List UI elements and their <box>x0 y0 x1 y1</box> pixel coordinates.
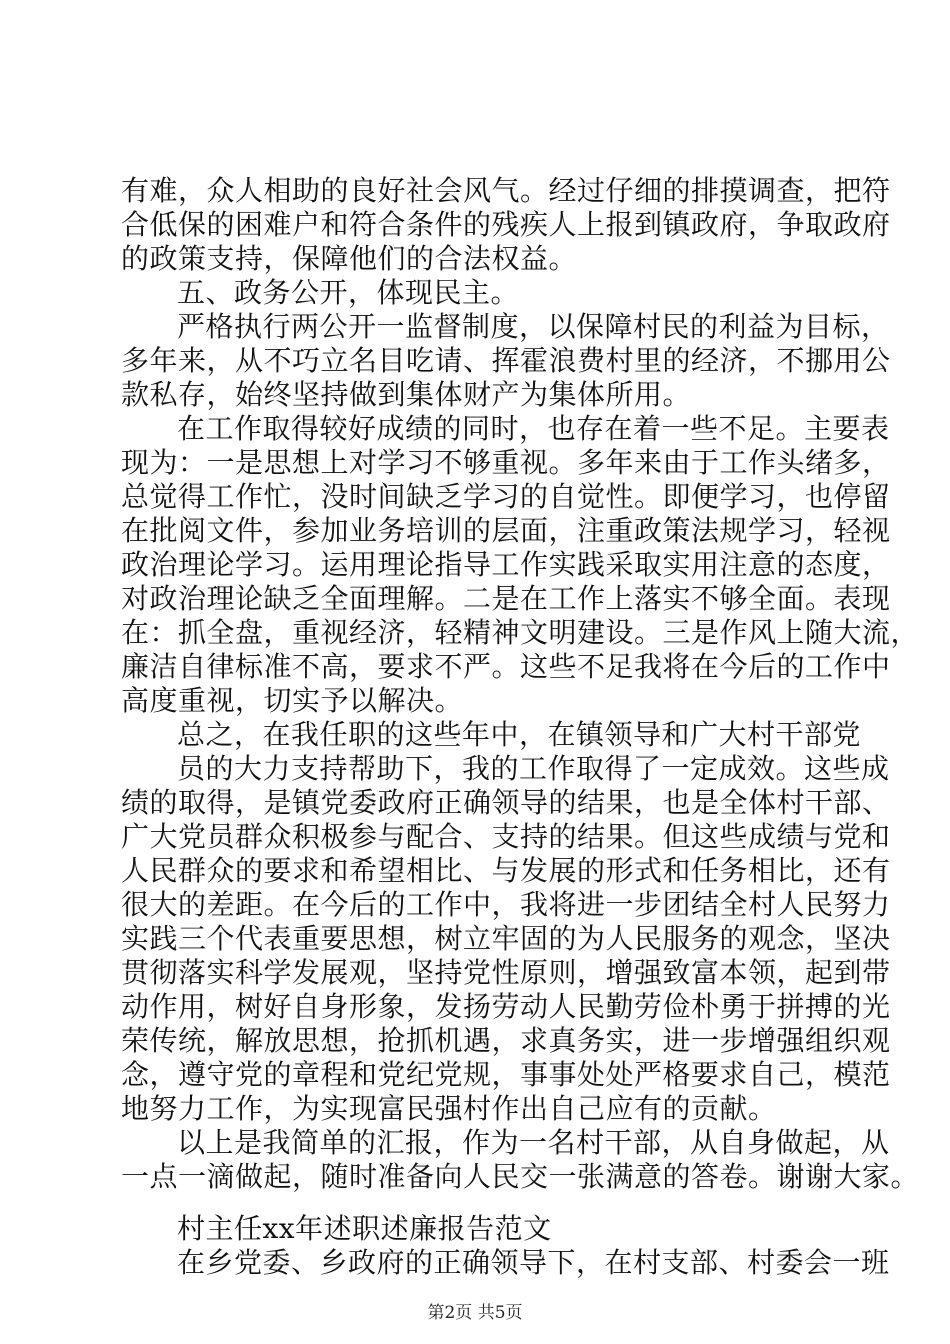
paragraph-line: 严格执行两公开一监督制度，以保障村民的利益为目标， <box>177 310 890 343</box>
paragraph-line: 在：抓全盘，重视经济，轻精神文明建设。三是作风上随大流， <box>121 616 920 649</box>
paragraph-line: 廉洁自律标准不高，要求不严。这些不足我将在今后的工作中 <box>121 650 891 683</box>
paragraph-line: 合低保的困难户和符合条件的残疾人上报到镇政府，争取政府 <box>121 208 891 241</box>
paragraph-line: 荣传统，解放思想，抢抓机遇，求真务实，进一步增强组织观 <box>121 1024 891 1057</box>
paragraph-line: 实践三个代表重要思想，树立牢固的为人民服务的观念，坚决 <box>121 922 891 955</box>
paragraph-line: 动作用，树好自身形象，发扬劳动人民勤劳俭朴勇于拼搏的光 <box>121 990 891 1023</box>
article-title: 村主任xx年述职述廉报告范文 <box>177 1212 552 1245</box>
paragraph-line: 在批阅文件，参加业务培训的层面，注重政策法规学习，轻视 <box>121 514 891 547</box>
paragraph-line: 人民群众的要求和希望相比、与发展的形式和任务相比，还有 <box>121 854 891 887</box>
paragraph-line: 一点一滴做起，随时准备向人民交一张满意的答卷。谢谢大家。 <box>121 1160 920 1193</box>
paragraph-line: 在乡党委、乡政府的正确领导下，在村支部、村委会一班 <box>177 1246 890 1279</box>
paragraph-line: 对政治理论缺乏全面理解。二是在工作上落实不够全面。表现 <box>121 582 891 615</box>
paragraph-line: 有难，众人相助的良好社会风气。经过仔细的排摸调查，把符 <box>121 174 891 207</box>
paragraph-line: 现为：一是思想上对学习不够重视。多年来由于工作头绪多， <box>121 446 891 479</box>
paragraph-line: 广大党员群众积极参与配合、支持的结果。但这些成绩与党和 <box>121 820 891 853</box>
paragraph-line: 以上是我简单的汇报，作为一名村干部，从自身做起，从 <box>177 1126 890 1159</box>
paragraph-line: 多年来，从不巧立名目吃请、挥霍浪费村里的经济，不挪用公 <box>121 344 891 377</box>
paragraph-line: 在工作取得较好成绩的同时，也存在着一些不足。主要表 <box>177 412 890 445</box>
paragraph-line: 地努力工作，为实现富民强村作出自己应有的贡献。 <box>121 1092 777 1125</box>
paragraph-line: 款私存，始终坚持做到集体财产为集体所用。 <box>121 378 692 411</box>
paragraph-line: 绩的取得，是镇党委政府正确领导的结果，也是全体村干部、 <box>121 786 891 819</box>
page-number: 第2页 共5页 <box>427 1303 523 1323</box>
paragraph-line: 念，遵守党的章程和党纪党规，事事处处严格要求自己，模范 <box>121 1058 891 1091</box>
paragraph-line: 总觉得工作忙，没时间缺乏学习的自觉性。即便学习，也停留 <box>121 480 891 513</box>
section-heading: 五、政务公开，体现民主。 <box>177 276 520 309</box>
paragraph-line: 的政策支持，保障他们的合法权益。 <box>121 242 578 275</box>
paragraph-line: 高度重视，切实予以解决。 <box>121 684 464 717</box>
paragraph-line: 员的大力支持帮助下，我的工作取得了一定成效。这些成 <box>177 752 890 785</box>
paragraph-line: 总之，在我任职的这些年中，在镇领导和广大村干部党 <box>177 718 862 751</box>
paragraph-line: 政治理论学习。运用理论指导工作实践采取实用注意的态度， <box>121 548 891 581</box>
paragraph-line: 很大的差距。在今后的工作中，我将进一步团结全村人民努力 <box>121 888 891 921</box>
paragraph-line: 贯彻落实科学发展观，坚持党性原则，增强致富本领，起到带 <box>121 956 891 989</box>
